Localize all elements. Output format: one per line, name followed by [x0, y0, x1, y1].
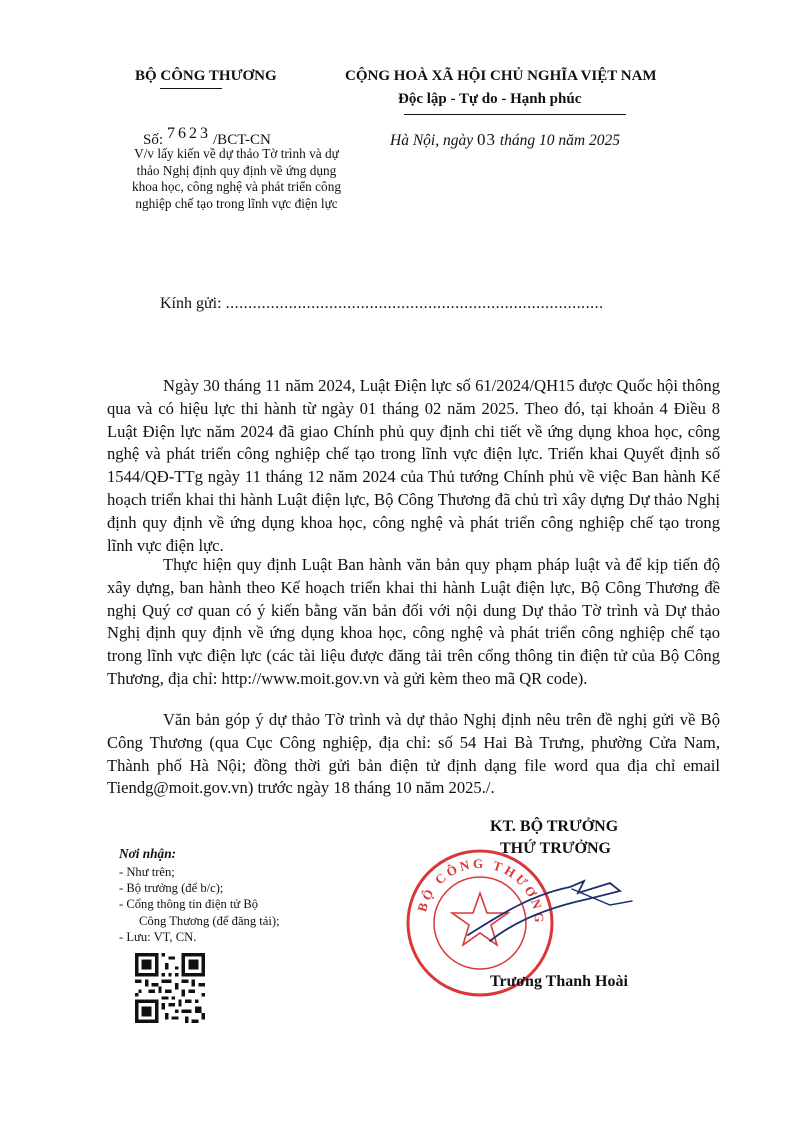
- doc-number-suffix: /BCT-CN: [213, 132, 271, 148]
- recipient-item: - Như trên;: [119, 865, 175, 879]
- qr-code-icon: [135, 952, 205, 1024]
- recipient-item: Công Thương (để đăng tải);: [139, 913, 280, 928]
- doc-number-value: 7623: [167, 125, 212, 142]
- date-prefix: Hà Nội, ngày: [390, 132, 474, 149]
- signer-name: Trương Thanh Hoài: [490, 973, 628, 990]
- date-line: [390, 130, 620, 150]
- handwritten-signature-icon: [460, 875, 640, 945]
- signatory-title-primary: KT. BỘ TRƯỞNG: [490, 818, 619, 835]
- seal-text: BỘ CÔNG THƯƠNG: [414, 855, 548, 926]
- body-paragraph-1: Ngày 30 tháng 11 năm 2024, Luật Điện lực số 61/2024/QH15 được Quốc hội thông qua và có hiệu lực thi hành từ ngày 01 tháng 02 năm 2025. Theo đó, tại khoản 4 Điều 8 Luật Điện lực năm 2024 đã giao Chính phủ quy định chi tiết về ứng dụng khoa học, công nghệ và phát triển công nghiệp chế tạo trong lĩnh vực điện lực. Triển khai Quyết định số 1544/QĐ-TTg ngày 11 tháng 12 năm 2024 của Thủ tướng Chính phủ về việc Ban hành Kế hoạch triển khai thi hành Luật điện lực, Bộ Công Thương đã chủ trì xây dựng Dự thảo Nghị định quy định về ứng dụng khoa học, công nghệ và phát triển công nghiệp chế tạo trong lĩnh vực điện lực.: [107, 376, 720, 555]
- recipient-item: - Lưu: VT, CN.: [119, 929, 197, 944]
- date-suffix: tháng 10 năm 2025: [499, 132, 620, 149]
- document-subject: V/v lấy kiến về dự thảo Tờ trình và dự thảo Nghị định quy định về ứng dụng khoa học, công nghệ và phát triển công nghiệp chế tạo trong lĩnh vực điện lực: [132, 146, 341, 211]
- addressee-dots: ....................................................................................: [225, 295, 604, 312]
- recipients-list: [119, 864, 280, 945]
- motto-underline: [404, 114, 626, 115]
- national-motto: Độc lập - Tự do - Hạnh phúc: [398, 91, 582, 107]
- signatory-title-secondary: THỨ TRƯỞNG: [500, 840, 611, 857]
- body-paragraph-3: Văn bản góp ý dự thảo Tờ trình và dự thảo Nghị định nêu trên đề nghị gửi về Bộ Công Thương (qua Cục Công nghiệp, địa chỉ: số 54 Hai Bà Trưng, phường Cửa Nam, Thành phố Hà Nội; đồng thời gửi bản điện tử định dạng file word qua địa chỉ email Tiendg@moit.gov.vn) trước ngày 18 tháng 10 năm 2025./.: [107, 710, 720, 798]
- addressee-label: Kính gửi:: [160, 295, 222, 312]
- body-paragraph-2: Thực hiện quy định Luật Ban hành văn bản quy phạm pháp luật và để kịp tiến độ xây dựng, ban hành theo Kế hoạch triển khai thi hành Luật điện lực, Bộ Công Thương đề nghị Quý cơ quan có ý kiến bằng văn bản đối với nội dung Dự thảo Tờ trình và Dự thảo Nghị định quy định về ứng dụng khoa học, công nghệ và phát triển công nghiệp chế tạo trong lĩnh vực điện lực (các tài liệu được đăng tải trên cổng thông tin điện tử của Bộ Công Thương, địa chỉ: http://www.moit.gov.vn và gửi kèm theo mã QR code).: [107, 555, 720, 688]
- doc-number-prefix: Số:: [143, 132, 164, 148]
- country-name: CỘNG HOÀ XÃ HỘI CHỦ NGHĨA VIỆT NAM: [345, 68, 657, 84]
- date-day: 03: [476, 130, 496, 149]
- addressee-line: [160, 295, 604, 313]
- ministry-underline: [160, 88, 222, 89]
- recipient-item: - Cổng thông tin điện tử Bộ: [119, 897, 259, 912]
- recipient-item: - Bộ trưởng (để b/c);: [119, 881, 224, 896]
- recipients-list-label: Nơi nhận:: [119, 846, 177, 861]
- issuing-ministry: BỘ CÔNG THƯƠNG: [135, 68, 277, 84]
